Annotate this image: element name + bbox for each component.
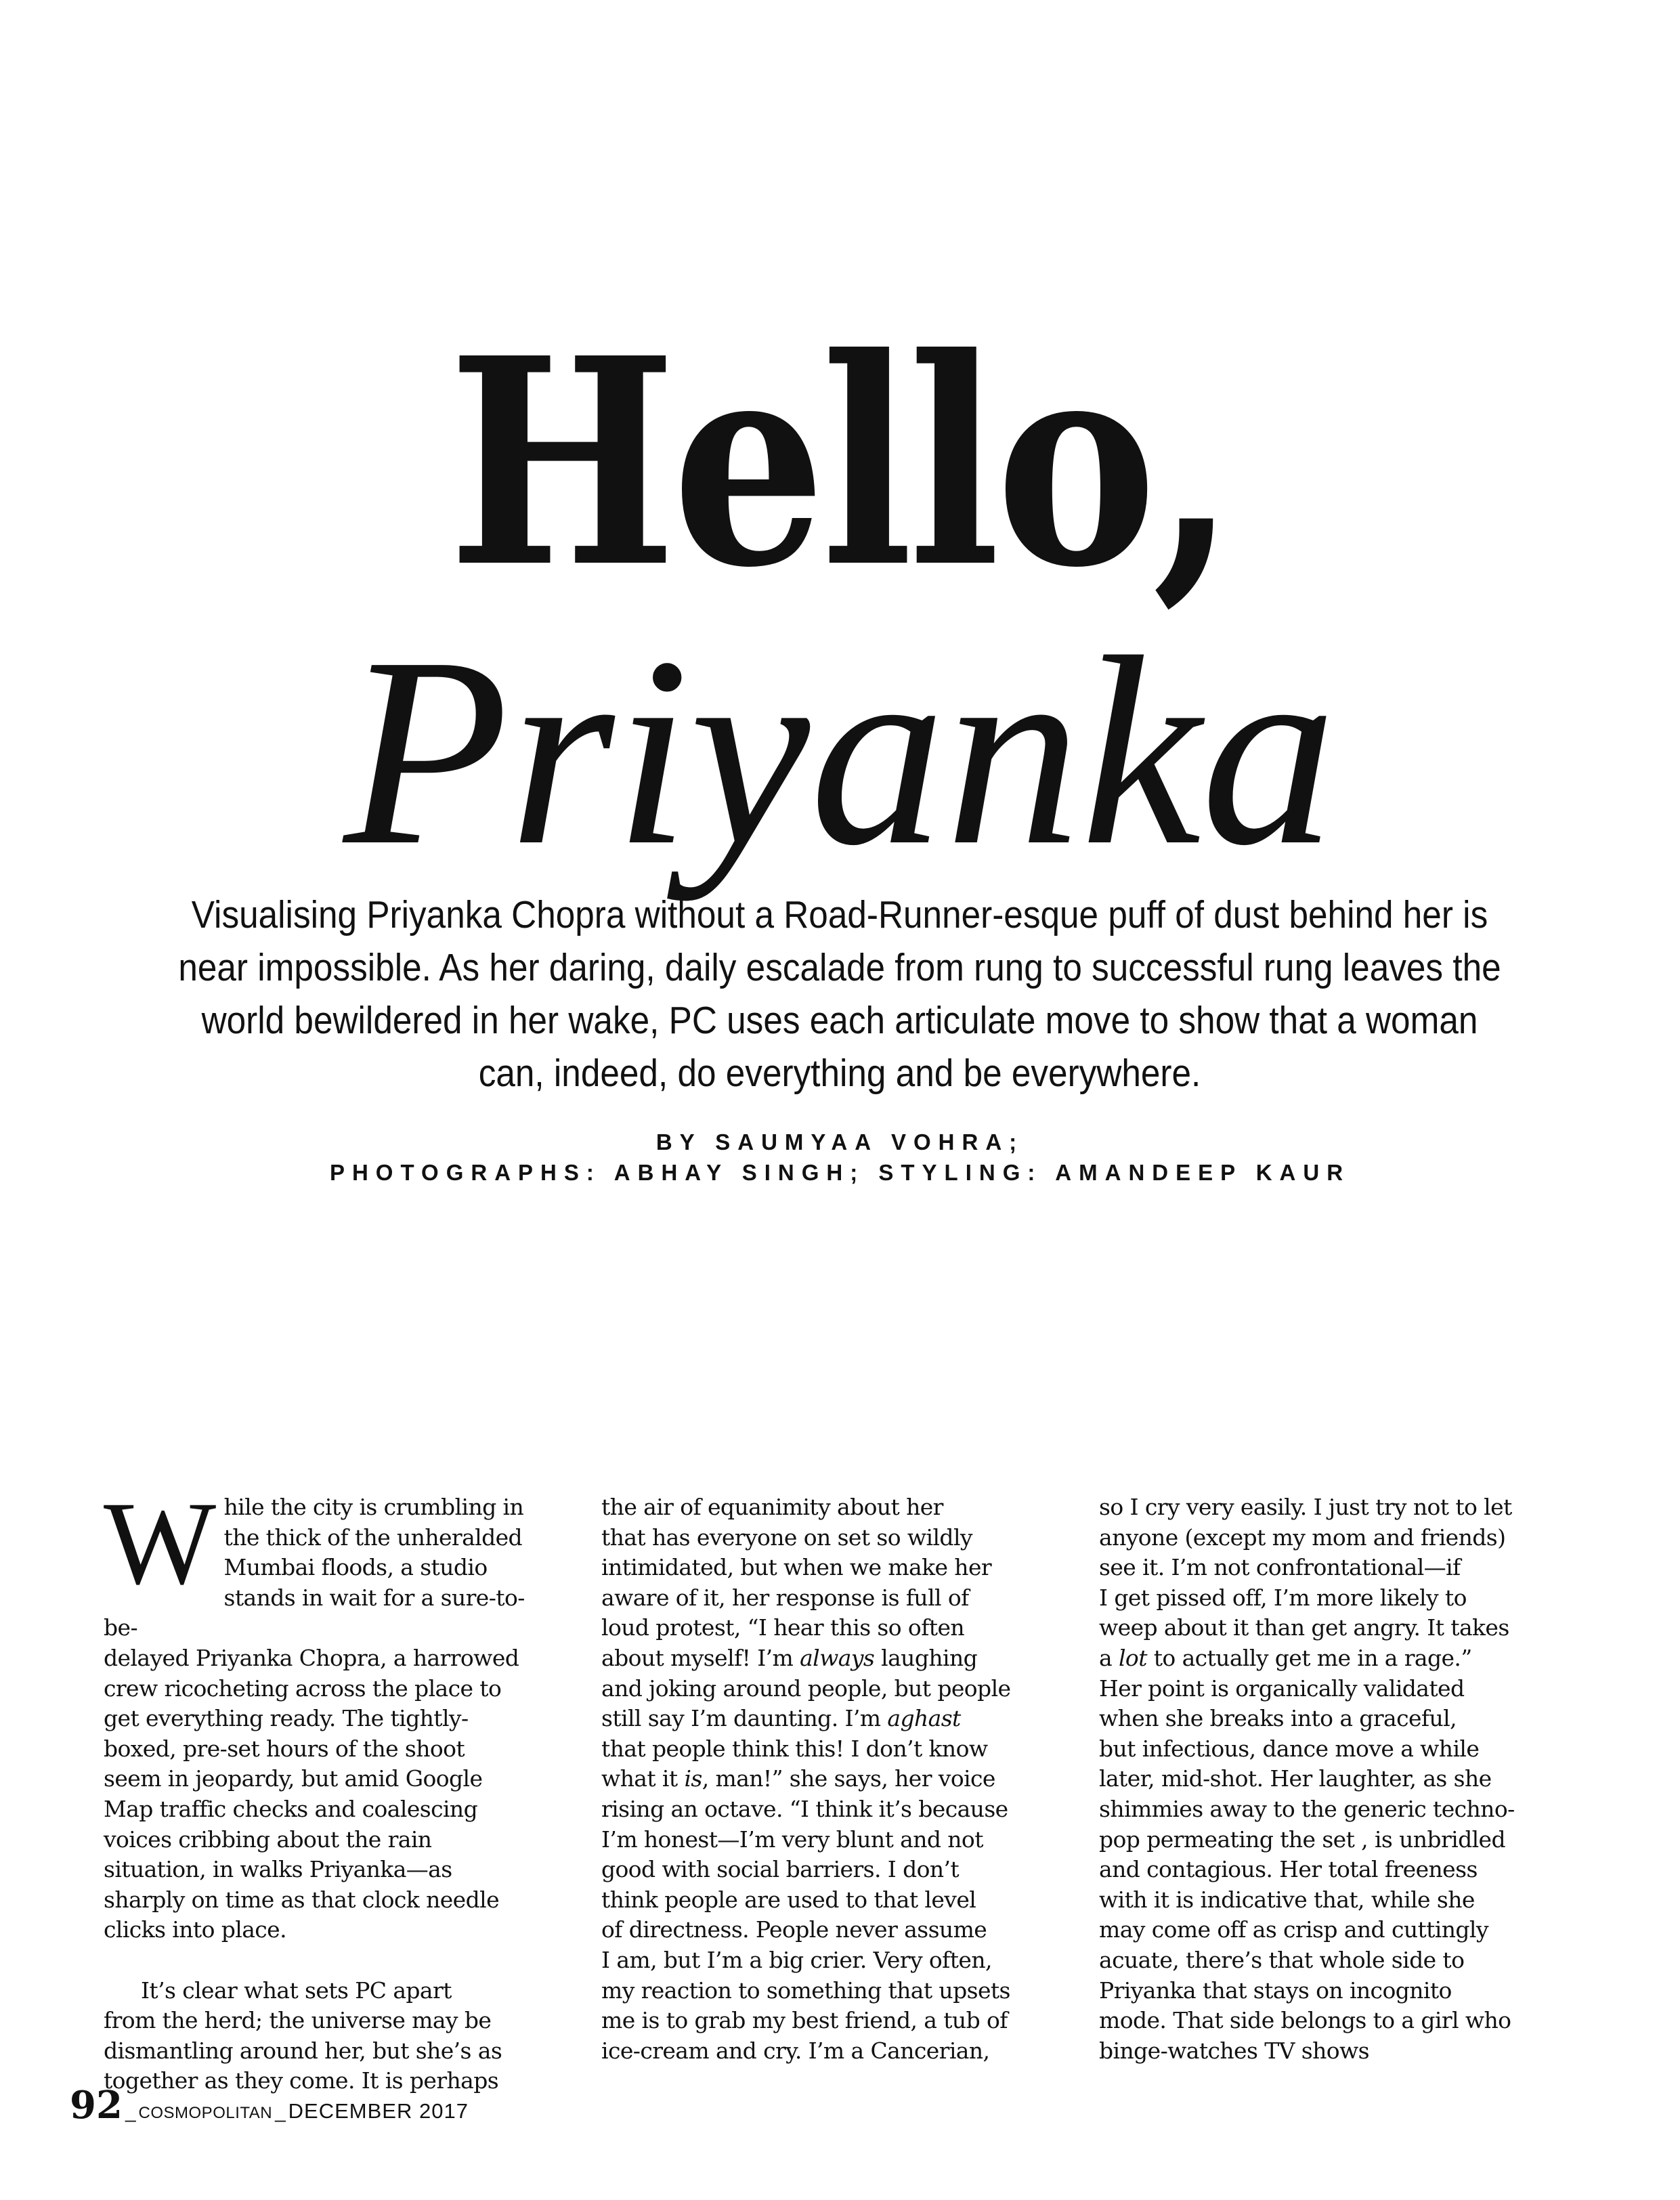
article-body (104, 1478, 1553, 2094)
paragraph-1-text: hile the city is crumbling in the thick of the unheralded Mumbai floods, a studio stands in wait for a sure-to-be- delayed Priyanka Chopra, a harrowed crew ricocheting across the place to get everything ready. The tightly- boxed, pre-set hours of the shoot seem in jeopardy, but amid Google Map traffic checks and coalescing voices cribbing about the rain situation, in walks Priyanka—as sharply on time as that clock needle clicks into place. (104, 1494, 525, 1943)
body-column-2 (601, 1492, 1055, 2064)
text-run: so I cry very easily. I just try not to let anyone (except my mom and friends) see it. I’m not confrontational—if I get pissed off, I’m more likely to weep about it than get angry. It takes a (1099, 1494, 1512, 1671)
text-run: , man!” she says, her voice rising an octave. “I think it’s because I’m honest—I’m very blunt and not good with social barriers. I don’t think people are used to that level of directness. People never assume I am, but I’m a big crier. Very often, my reaction to something that upsets me is to grab my best friend, a tub of ice-cream and cry. I’m a Cancerian, (601, 1765, 1010, 2064)
emphasis: always (800, 1644, 875, 1671)
body-column-3 (1099, 1492, 1553, 2064)
issue-date: DECEMBER 2017 (288, 2099, 469, 2123)
text-run: that people think this! I don’t know what it (601, 1735, 988, 1792)
page-footer (70, 2083, 469, 2128)
body-column-1 (104, 1478, 557, 2094)
magazine-name: COSMOPOLITAN (138, 2104, 273, 2122)
byline: BY SAUMYAA VOHRA; (655, 1129, 1025, 1155)
headline-line-1: Hello, (448, 297, 1232, 630)
photo-styling-credits: PHOTOGRAPHS: ABHAY SINGH; STYLING: AMANDEEP KAUR (329, 1160, 1351, 1185)
paragraph-1 (104, 1478, 557, 1945)
paragraph-2: It’s clear what sets PC apart from the herd; the universe may be dismantling around her, but she’s as together as they come. It is perhaps (104, 1977, 502, 2094)
footer-separator: _ (275, 2101, 286, 2122)
page-number: 92 (70, 2083, 123, 2128)
text-run: to actually get me in a rage.” Her point is organically validated when she breaks into a graceful, but infectious, dance move a while later, mid-shot. Her laughter, as she shimmies away to the generic techno- pop permeating the set , is unbridled and contagious. Her total freeness with it is indicative that, while she may come off as crisp and cuttingly acuate, there’s that whole side to Priyanka that stays on incognito mode. That side belongs to a girl who binge-watches TV shows (1099, 1644, 1515, 2064)
headline-line-2: Priyanka (343, 601, 1337, 901)
emphasis: lot (1118, 1644, 1147, 1671)
emphasis: aghast (887, 1705, 961, 1732)
text-run: laughing and joking around people, but people still say I’m daunting. I’m (601, 1644, 1011, 1732)
text-run: the air of equanimity about her that has everyone on set so wildly intimidated, but when we make her aware of it, her response is full of loud protest, “I hear this so often about myself! I’m (601, 1494, 992, 1671)
drop-cap: W (104, 1478, 216, 1610)
emphasis: is (684, 1765, 702, 1792)
standfirst: Visualising Priyanka Chopra without a Road-Runner-esque puff of dust behind her is near impossible. As her daring, daily escalade from rung to successful rung leaves the world bewildered in her wake, PC uses each articulate move to show that a woman can, indeed, do everything and be everywhere. (178, 893, 1501, 1095)
column-2-text (601, 1492, 1055, 2066)
footer-separator: _ (125, 2101, 136, 2122)
column-3-text (1099, 1492, 1553, 2066)
